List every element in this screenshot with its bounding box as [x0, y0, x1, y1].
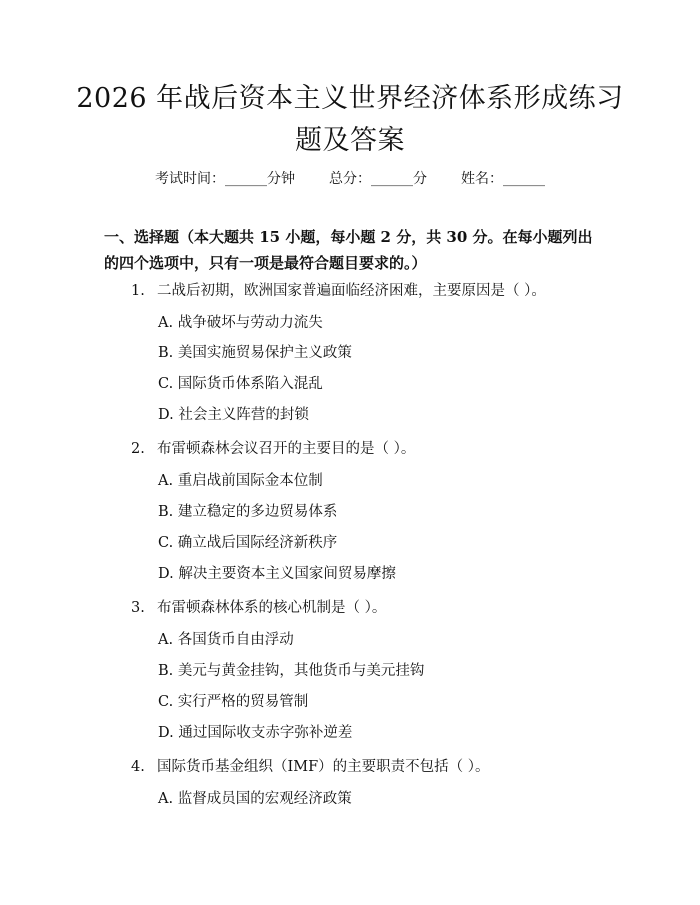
option-3a: A. 各国货币自由浮动	[158, 632, 294, 648]
option-2b: B. 建立稳定的多边贸易体系	[158, 504, 338, 520]
question-number: 2.	[131, 441, 145, 457]
question-number: 3.	[131, 600, 145, 616]
question-text: 布雷顿森林会议召开的主要目的是（ ）。	[157, 441, 416, 457]
section-heading: 一、选择题（本大题共 15 小题，每小题 2 分，共 30 分。在每小题列出的四个选项中，只有一项是最符合题目要求的。）	[104, 228, 593, 272]
option-2c: C. 确立战后国际经济新秩序	[158, 535, 338, 551]
option-1d: D. 社会主义阵营的封锁	[158, 407, 309, 423]
option-2d: D. 解决主要资本主义国家间贸易摩擦	[158, 566, 396, 582]
question-text: 国际货币基金组织（IMF）的主要职责不包括（ ）。	[157, 759, 490, 775]
question-1	[131, 281, 546, 301]
page-title	[60, 78, 640, 162]
option-1a: A. 战争破坏与劳动力流失	[158, 315, 323, 331]
option-3d: D. 通过国际收支赤字弥补逆差	[158, 725, 353, 741]
question-3	[131, 598, 386, 618]
question-number: 4.	[131, 759, 145, 775]
option-4a: A. 监督成员国的宏观经济政策	[158, 791, 352, 807]
question-text: 二战后初期，欧洲国家普遍面临经济困难，主要原因是（ ）。	[157, 283, 546, 299]
question-2	[131, 439, 415, 459]
option-1b: B. 美国实施贸易保护主义政策	[158, 345, 352, 361]
option-1c: C. 国际货币体系陷入混乱	[158, 376, 323, 392]
option-2a: A. 重启战前国际金本位制	[158, 473, 323, 489]
exam-time: 考试时间：______分钟	[155, 171, 295, 187]
question-4	[131, 757, 490, 777]
title-line-2: 题及答案	[295, 125, 405, 156]
option-3c: C. 实行严格的贸易管制	[158, 694, 309, 710]
student-name: 姓名：______	[461, 171, 545, 187]
exam-meta	[0, 168, 700, 188]
total-score: 总分：______分	[329, 171, 427, 187]
option-3b: B. 美元与黄金挂钩，其他货币与美元挂钩	[158, 663, 425, 679]
question-number: 1.	[131, 283, 145, 299]
question-text: 布雷顿森林体系的核心机制是（ ）。	[157, 600, 387, 616]
title-line-1: 2026 年战后资本主义世界经济体系形成练习	[76, 83, 624, 114]
